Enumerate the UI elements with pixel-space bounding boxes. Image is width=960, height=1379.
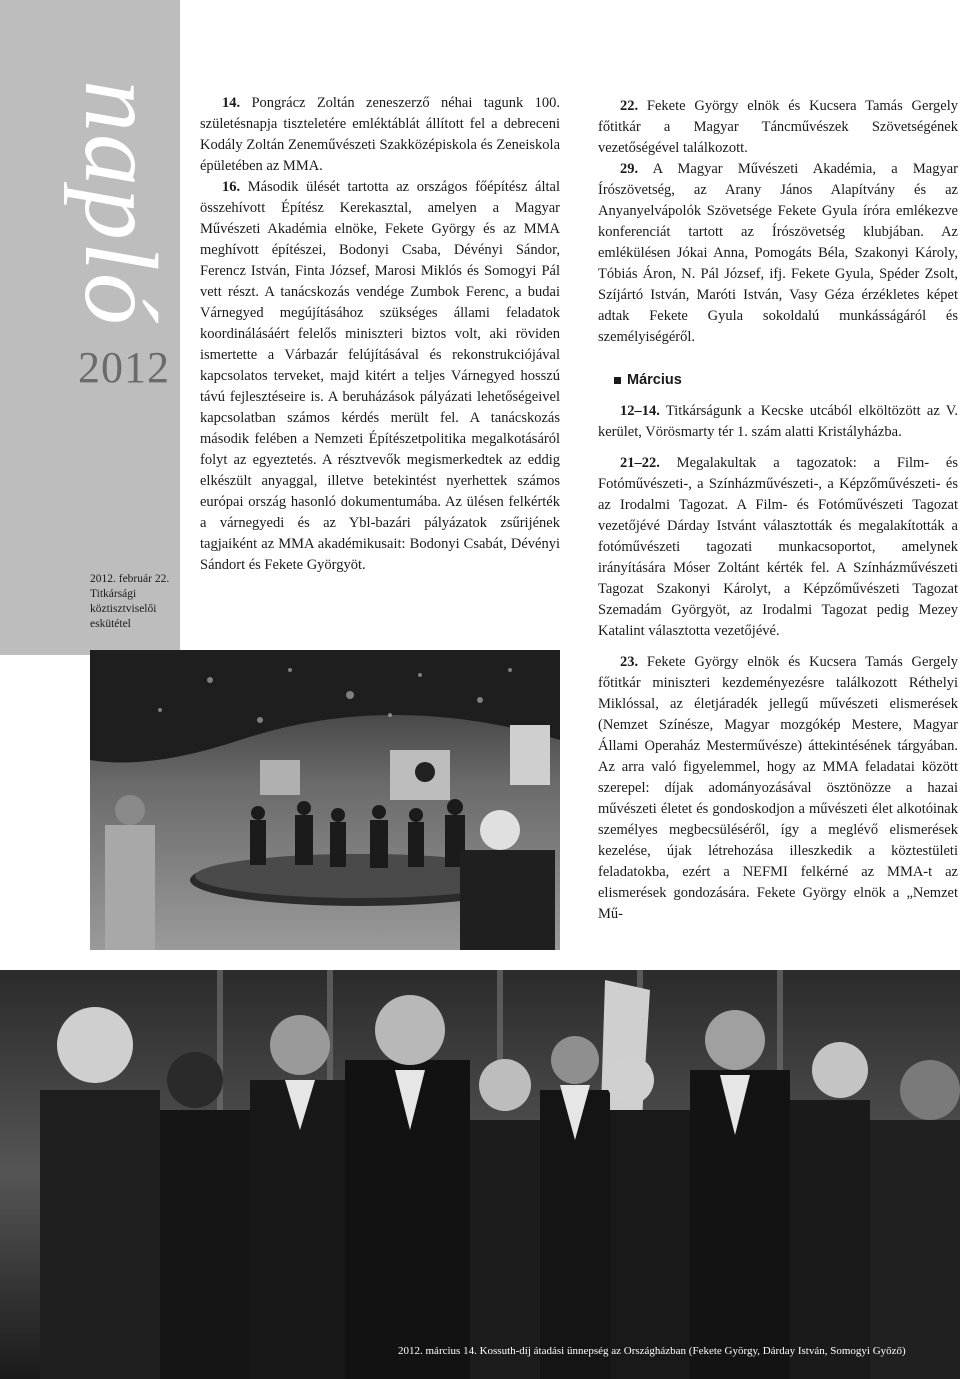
entry-text: Megalakultak a tagozatok: a Film- és Fotóművészeti-, a Színházművészeti-, a Képzőművészeti- és az Irodalmi Tagozat. A Film- és Fotóművészeti Tagozat vezetőjévé Dárday Istvánt választották és megalakították a fotóművészeti tagozati munkacsoportot, amelynek irányítására Móser Zoltánt kérték fel. A Színházművészeti Tagozat Szakonyi Károlyt, a Képzőművészeti Tagozat Szemadám Györgyöt, az Irodalmi Tagozat pedig Mezey Katalint választotta vezetőjévé. <box>598 455 958 639</box>
photo2-caption: 2012. március 14. Kossuth-díj átadási ünnepség az Országházban (Fekete György, Dárday István, Somogyi Győző) <box>398 1345 906 1357</box>
square-bullet-icon <box>614 377 621 384</box>
entry-date: 12–14. <box>620 403 660 419</box>
entry-12-14 <box>598 401 958 443</box>
text-column-right <box>598 96 958 925</box>
entry-text: Második ülését tartotta az országos főépítész által összehívott Építész Kerekasztal, amelyen a Magyar Művészeti Akadémia elnöke, Fekete György és az MMA meghívott építészei, Bodonyi Csaba, Dévényi Sándor, Ferencz István, Finta József, Marosi Miklós és Somogyi Pál vett részt. A tanácskozás vendége Zumbok Ferenc, a budai Várnegyed megújításához szükséges állami feladatok koordinálásáért felelős miniszteri biztos volt, aki röviden ismertette a Várbazár felújításával és rekonstrukciójával kapcsolatos terveket, majd kitért a teljes Várnegyed hosszú távú fejlesztéseire is. A beruházások pályázati lehetőségeivel kapcsolatban számos kérdés merült fel. A tanácskozás második felében a Nemzeti Építészetpolitika megalkotásáról folyt az egyeztetés. A résztvevők megismerkedtek az eddig elkészült anyaggal, illetve betekintést nyerhettek számos európai ország hasonló dokumentumába. Az ülésen felkérték a várnegyedi és az Ybl-bazári pályázatok zsűrijének tagjaiként az MMA akadémikusait: Bodonyi Csabát, Dévényi Sándort és Fekete Györgyöt. <box>200 179 560 573</box>
entry-text: Fekete György elnök és Kucsera Tamás Gergely főtitkár a Magyar Táncművészek Szövetségének vezetőségével találkozott. <box>598 98 958 156</box>
photo1-caption-line: eskütétel <box>90 618 131 630</box>
entry-text: A Magyar Művészeti Akadémia, a Magyar Írószövetség, az Arany János Alapítvány és az Anyanyelvápolók Szövetsége Fekete Gyula íróra emlékezve konferenciát tartott az Írószövetség klubjában. Az emlékülésen Jókai Anna, Pomogáts Béla, Szakonyi Károly, Tóbiás Áron, N. Pál József, ifj. Fekete Gyula, Spéder Zsolt, Szíjártó István, Maróti István, Vasy Géza érzékletes képet adtak Fekete Gyula sokoldalú munkásságáról és személyiségéről. <box>598 161 958 345</box>
section-word-wrap <box>63 80 180 360</box>
entry-23 <box>598 652 958 925</box>
photo1-caption-line: Titkársági <box>90 588 137 600</box>
photo-ceremony <box>0 970 960 1379</box>
photo-meeting-room-image <box>90 650 560 950</box>
photo1-caption <box>90 572 178 632</box>
entry-21-22 <box>598 453 958 642</box>
section-word: napló <box>63 80 178 327</box>
entry-16 <box>200 177 560 576</box>
entry-date: 14. <box>222 95 241 111</box>
entry-text: Titkárságunk a Kecske utcából elköltözött az V. kerület, Vörösmarty tér 1. szám alatti Kristályházba. <box>598 403 958 440</box>
month-label: Március <box>627 372 682 388</box>
text-column-left <box>200 93 560 576</box>
photo1-caption-line: 2012. február 22. <box>90 573 170 585</box>
entry-text: Fekete György elnök és Kucsera Tamás Gergely főtitkár miniszteri kezdeményezésre találkozott Réthelyi Miklóssal, az életjáradék jellegű művészeti elismerések (Nemzet Színésze, Magyar mozgókép Mestere, Magyar Állami Operaház Mesterművésze) áttekintésének tárgyában. Az arra való figyelemmel, hogy az MMA feladatai között szerepel: díjak adományozásával ösztönözze a hazai művészeti életet és gondoskodjon a művészeti élet alkotóinak személyes megbecsüléséről, így a meglévő elismerések kezelése, újak létrehozása illeszkedik a köztestületi feladatokba, ezért a NEFMI felkérné az MMA-t az elismerések gondozására. Fekete György elnök a „Nemzet Mű- <box>598 654 958 922</box>
entry-date: 21–22. <box>620 455 660 471</box>
entry-date: 23. <box>620 654 639 670</box>
month-heading <box>598 370 958 391</box>
entry-29 <box>598 159 958 348</box>
entry-text: Pongrácz Zoltán zeneszerző néhai tagunk 100. születésnapja tiszteletére emléktáblát állított fel a debreceni Kodály Zoltán Zeneművészeti Szakközépiskola és Zeneiskola épületében az MMA. <box>200 95 560 174</box>
entry-date: 16. <box>222 179 241 195</box>
section-year: 2012 <box>78 343 170 392</box>
entry-date: 22. <box>620 98 639 114</box>
photo-meeting-room <box>90 650 560 950</box>
entry-14 <box>200 93 560 177</box>
photo-ceremony-image <box>0 970 960 1379</box>
photo1-caption-line: köztisztviselői <box>90 603 157 615</box>
entry-date: 29. <box>620 161 639 177</box>
entry-22 <box>598 96 958 159</box>
